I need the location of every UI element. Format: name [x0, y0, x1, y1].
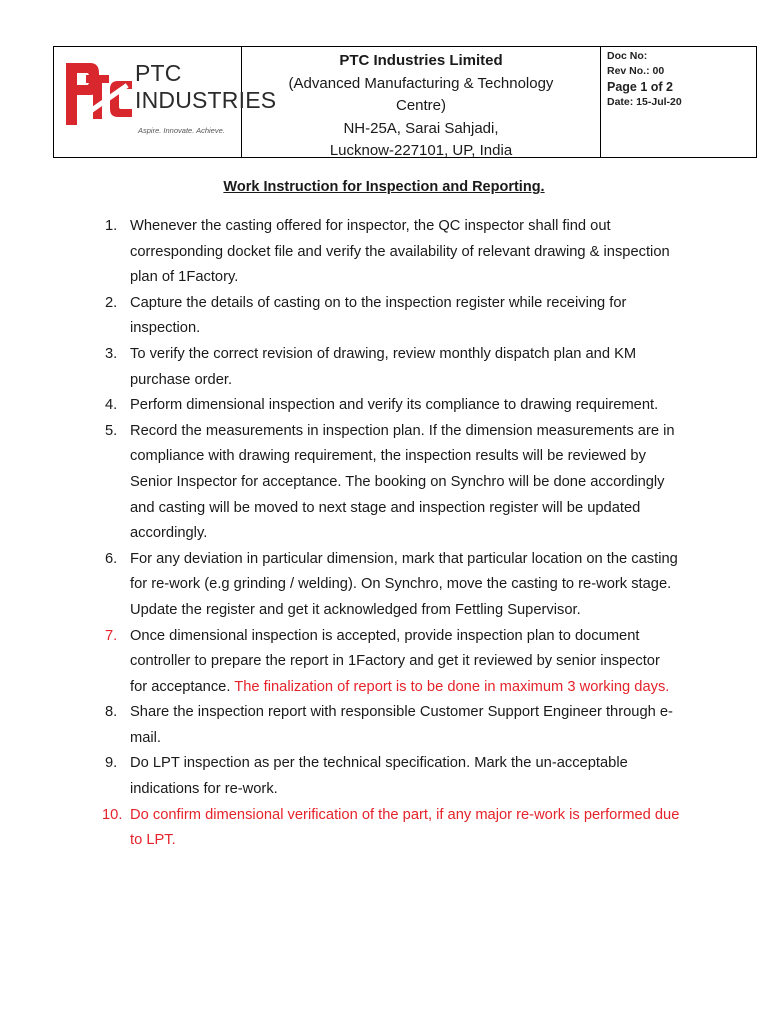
step-text: Perform dimensional inspection and verify its compliance to drawing requirement.	[130, 397, 659, 414]
step-text: Whenever the casting offered for inspector, the QC inspector shall find out corresponding docket file and verify the availability of relevant drawing & inspection plan of 1Factory.	[130, 218, 670, 286]
document-title: Work Instruction for Inspection and Reporting.	[223, 179, 545, 195]
step-text: Share the inspection report with responsible Customer Support Engineer through e-mail.	[130, 704, 673, 746]
step-number: 5.	[105, 422, 118, 439]
step-item	[105, 291, 680, 342]
company-name: PTC Industries Limited	[339, 52, 503, 69]
step-item	[105, 547, 680, 624]
step-item	[105, 751, 680, 802]
step-number: 8.	[105, 704, 118, 721]
logo-tagline: Aspire. Innovate. Achieve.	[138, 126, 225, 135]
step-item	[105, 700, 680, 751]
document-date: Date: 15-Jul-20	[607, 96, 682, 108]
step-number: 10.	[102, 806, 123, 823]
step-item	[105, 393, 680, 419]
step-highlight-text: The finalization of report is to be done in maximum 3 working days.	[234, 678, 670, 695]
logo-cell	[54, 47, 277, 157]
step-number: 6.	[105, 550, 118, 567]
doc-number: Doc No:	[607, 50, 648, 62]
document-info-cell	[601, 47, 756, 157]
step-text: Do confirm dimensional verification of the part, if any major re-work is performed due to LPT.	[130, 806, 680, 849]
step-text: To verify the correct revision of drawing, review monthly dispatch plan and KM purchase order.	[130, 345, 637, 388]
step-number: 2.	[105, 294, 118, 311]
step-item-highlighted	[105, 624, 680, 701]
step-item-highlighted	[102, 803, 680, 854]
company-address-line1: NH-25A, Sarai Sahjadi,	[343, 119, 499, 137]
step-item	[105, 214, 680, 291]
step-number: 3.	[105, 345, 118, 362]
step-text: Once dimensional inspection is accepted, provide inspection plan to document controller to prepare the report in 1Factory and get it reviewed by senior inspector for acceptance.	[130, 627, 660, 695]
step-item	[105, 419, 680, 547]
page-number: Page 1 of 2	[607, 80, 673, 94]
step-text: Record the measurements in inspection plan. If the dimension measurements are in compliance with drawing requirement, the inspection results will be reviewed by Senior Inspector for acceptance. The booking on Synchro will be done accordingly and casting will be moved to next stage and inspection register will be updated accordingly.	[130, 422, 675, 542]
step-text: Capture the details of casting on to the inspection register while receiving for inspection.	[130, 294, 627, 337]
ptc-logo-icon	[66, 61, 132, 127]
company-division: (Advanced Manufacturing & Technology Centre)	[288, 74, 554, 114]
step-number: 1.	[105, 218, 118, 234]
step-number: 9.	[105, 755, 118, 772]
revision-number: Rev No.: 00	[607, 65, 665, 77]
document-header	[53, 46, 757, 158]
step-text: For any deviation in particular dimension, mark that particular location on the casting for re-work (e.g grinding / welding). On Synchro, move the casting to re-work stage. Update the register and get it acknowledged from Fettling Supervisor.	[130, 550, 678, 618]
company-address-line2: Lucknow-227101, UP, India	[329, 142, 513, 159]
step-number: 4.	[105, 397, 118, 414]
step-item	[105, 342, 680, 393]
step-number: 7.	[105, 627, 118, 644]
company-logo-wordmark: PTC INDUSTRIES	[135, 60, 277, 113]
company-info-cell	[242, 47, 601, 157]
step-text: Do LPT inspection as per the technical specification. Mark the un-acceptable indications for re-work.	[130, 755, 628, 798]
instruction-steps-list	[102, 214, 680, 854]
